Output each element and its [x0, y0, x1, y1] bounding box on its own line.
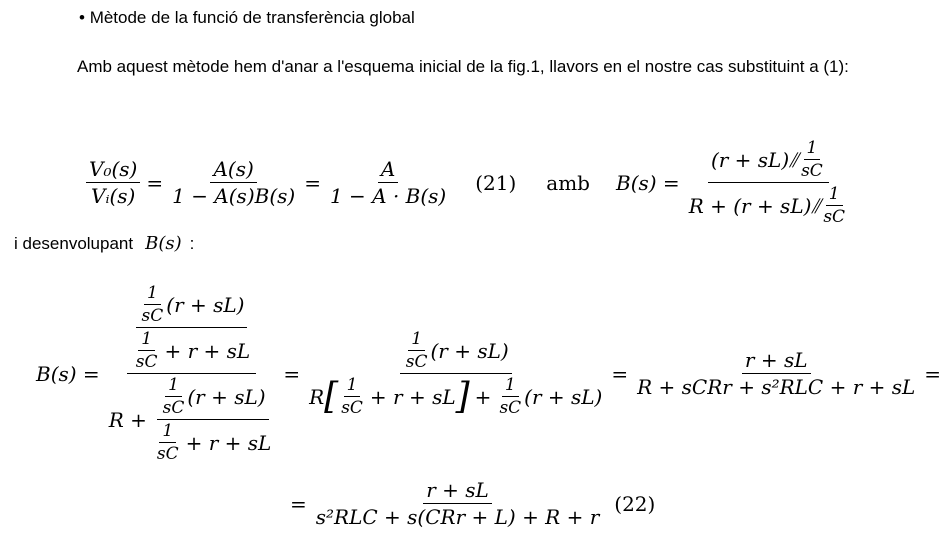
- intro-paragraph: [14, 53, 907, 81]
- developing-expr: B(s): [145, 233, 182, 254]
- middle-fraction: $\frac{1}{sC}$ (r + sL) R [ $\frac{1}{sC}$ + r + sL ] + $\frac{1}{sC}$ (r + sL): [309, 329, 603, 418]
- b-lhs: B(s) =: [616, 170, 680, 195]
- simplified-fraction: $\frac{r + sL}{\text{R + sCRr + s²RLC + r + sL}}$: [637, 348, 916, 399]
- a-fraction: $\frac{A}{1 - A \cdot B(s)}$: [329, 157, 447, 208]
- developing-label: i desenvolupant: [14, 233, 134, 253]
- as-fraction: $\frac{A(s)}{1 - A(s)B(s)}$: [172, 157, 296, 208]
- b-definition-fraction: (r + sL)⫽ $\frac{1}{sC}$ R + (r + sL)⫽ $\frac{1}{sC}$: [688, 138, 846, 227]
- section-heading: [79, 8, 415, 28]
- amb-word: amb: [546, 170, 590, 195]
- equation-22: = $\frac{r + sL}{\text{s²RLC + s(CRr + L) + R + r}}$ (22): [290, 478, 656, 529]
- dev-lhs: B(s) =: [36, 361, 100, 386]
- final-fraction: $\frac{r + sL}{\text{s²RLC + s(CRr + L) + R + r}}$: [315, 478, 600, 529]
- equation-number-22: (22): [614, 491, 656, 516]
- equation-number-21: (21): [475, 170, 517, 195]
- bullet: •: [79, 8, 85, 27]
- intro-paragraph-text: Amb aquest mètode hem d'anar a l'esquema inicial de la fig.1, llavors en el nostre cas substituint a (1):: [77, 57, 849, 76]
- vo-vi-fraction: $\frac{\text{V₀(s)}}{\text{Vᵢ(s)}}$: [86, 157, 140, 208]
- developing-line: i desenvolupant B(s) :: [14, 233, 195, 254]
- equation-21: $\frac{\text{V₀(s)}}{\text{Vᵢ(s)}}$ = $\frac{A(s)}{1 - A(s)B(s)}$ = $\frac{A}{1 - A \cdot B(s)}$ (21) amb B(s) = (r + sL)⫽ $\frac{1}{sC}$ R + (r + sL)⫽ $\frac{1}{sC}$: [86, 138, 851, 227]
- section-title: Mètode de la funció de transferència global: [89, 8, 415, 27]
- compound-fraction: $\frac{1}{sC}$ (r + sL) $\frac{1}{sC}$ + r + sL R + $\frac{1}{sC}$ (r + sL) $\frac{1}{sC}$ + r + sL: [108, 283, 272, 464]
- equation-development: B(s) = $\frac{1}{sC}$ (r + sL) $\frac{1}{sC}$ + r + sL R + $\frac{1}{sC}$ (r + sL) $\frac{1}{sC}$ + r + sL = $\frac{1}{sC}$ (r + sL) R [ $\frac{1}{sC}$ + r + sL ] + $\frac{1}{sC}$ (r + sL) = $\frac{r + sL}{\text{R + sCRr + s²RLC + r + sL}}$ =: [36, 283, 942, 464]
